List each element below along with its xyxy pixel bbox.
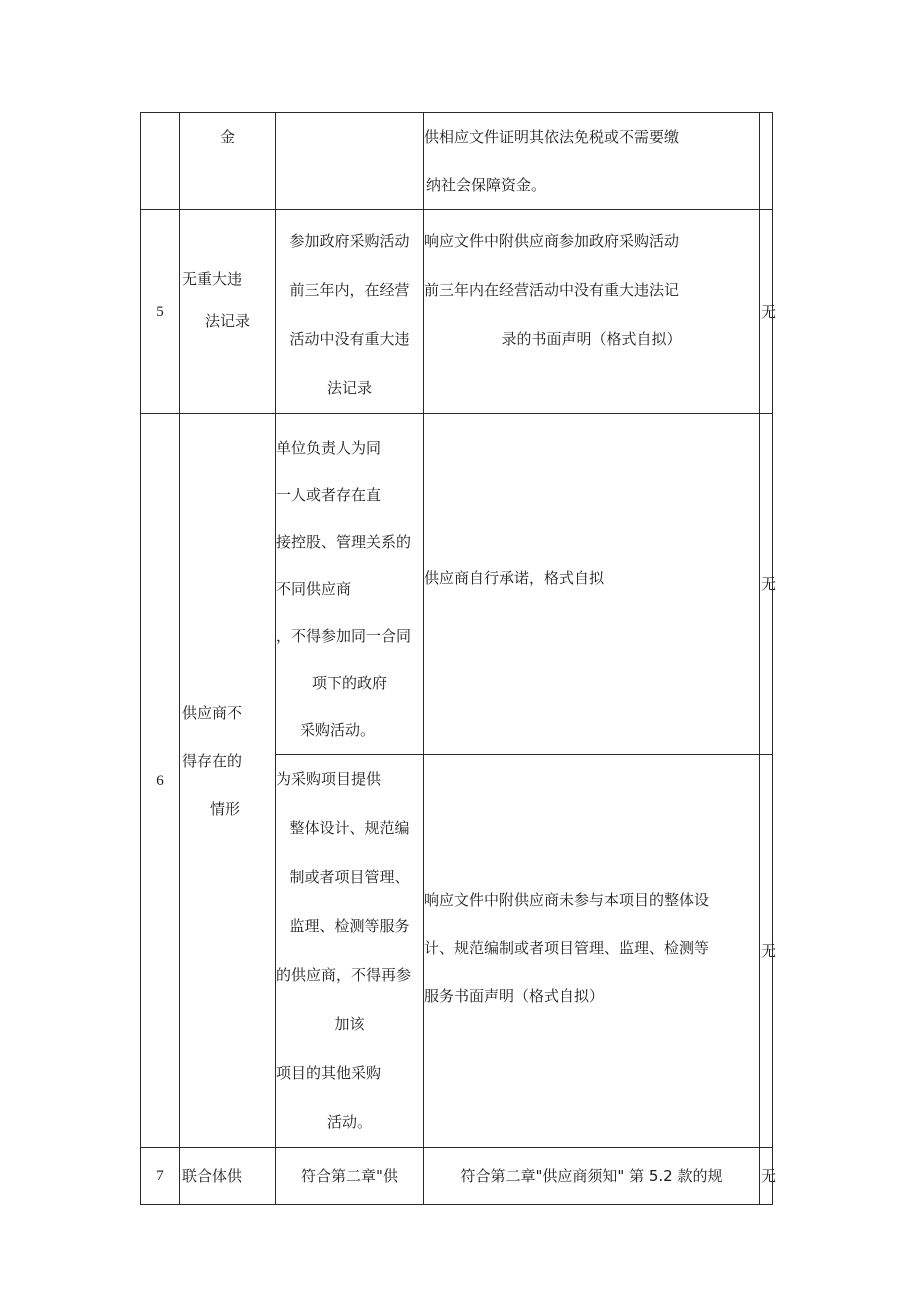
item-cell <box>180 1148 276 1205</box>
requirement-line: 制或者项目管理、 <box>289 868 410 886</box>
requirement-line: ，不得参加同一合同 <box>276 627 412 645</box>
item-line: 情形 <box>210 799 241 818</box>
evidence-cell <box>424 113 760 210</box>
item-line: 无重大违 <box>182 270 243 288</box>
evidence-cell <box>424 1148 760 1205</box>
requirements-table <box>140 112 777 1205</box>
requirement-line: 不同供应商 <box>276 580 352 598</box>
item-cell <box>180 113 276 210</box>
requirement-line: 活动。 <box>326 1113 372 1131</box>
evidence-line: 响应文件中附供应商参加政府采购活动 <box>424 232 680 250</box>
requirement-line: 接控股、管理关系的 <box>276 533 412 551</box>
row-number-cell <box>141 113 180 210</box>
requirement-line: 整体设计、规范编 <box>289 819 410 837</box>
evidence-cell <box>424 414 760 755</box>
item-cell <box>180 414 276 1148</box>
requirement-line: 项下的政府 <box>311 674 387 692</box>
requirement-line: 参加政府采购活动 <box>289 232 410 250</box>
requirement-cell <box>276 414 424 755</box>
remark-cell: 无 <box>760 414 773 755</box>
remark-cell <box>760 113 773 210</box>
requirement-line: 法记录 <box>326 379 372 397</box>
evidence-line: 计、规范编制或者项目管理、监理、检测等 <box>424 939 710 957</box>
evidence-cell <box>424 755 760 1148</box>
evidence-line: 响应文件中附供应商未参与本项目的整体设 <box>424 891 710 909</box>
row-number-cell: 7 <box>141 1148 180 1205</box>
requirement-cell <box>276 113 424 210</box>
item-line: 法记录 <box>205 312 251 330</box>
requirement-line: 符合第二章"供 <box>301 1167 398 1185</box>
requirement-line: 为采购项目提供 <box>276 770 382 788</box>
item-line: 联合体供 <box>182 1167 243 1185</box>
requirement-line: 的供应商，不得再参 <box>276 966 412 984</box>
evidence-line: 录的书面声明（格式自拟） <box>501 330 682 348</box>
table-row <box>141 1148 773 1205</box>
requirement-line: 加该 <box>334 1015 365 1033</box>
requirement-cell <box>276 755 424 1148</box>
evidence-line: 供应商自行承诺，格式自拟 <box>424 569 605 587</box>
requirement-line: 监理、检测等服务 <box>289 917 410 935</box>
remark-cell: 无 <box>760 755 773 1148</box>
evidence-line: 纳社会保障资金。 <box>426 176 547 194</box>
requirement-line: 活动中没有重大违 <box>289 330 410 348</box>
evidence-line: 前三年内在经营活动中没有重大违法记 <box>424 281 680 299</box>
table-row <box>141 113 773 210</box>
remark-cell: 无 <box>760 1148 773 1205</box>
row-number-cell: 5 <box>141 210 180 414</box>
table-row <box>141 210 773 414</box>
evidence-line: 符合第二章"供应商须知" 第 5.2 款的规 <box>460 1167 723 1185</box>
item-line: 得存在的 <box>182 751 243 770</box>
requirement-cell <box>276 1148 424 1205</box>
requirement-line: 单位负责人为同 <box>276 439 382 457</box>
remark-cell: 无 <box>760 210 773 414</box>
requirement-line: 前三年内，在经营 <box>289 281 410 299</box>
requirement-line: 采购活动。 <box>300 721 376 739</box>
table-row <box>141 414 773 755</box>
evidence-cell <box>424 210 760 414</box>
row-number-cell: 6 <box>141 414 180 1148</box>
item-line: 金 <box>220 128 236 146</box>
requirement-line: 项目的其他采购 <box>276 1064 382 1082</box>
requirement-line: 一人或者存在直 <box>276 486 382 504</box>
requirement-cell <box>276 210 424 414</box>
evidence-line: 服务书面声明（格式自拟） <box>424 987 605 1005</box>
item-cell <box>180 210 276 414</box>
item-line: 供应商不 <box>182 703 243 722</box>
evidence-line: 供相应文件证明其依法免税或不需要缴 <box>424 128 680 146</box>
